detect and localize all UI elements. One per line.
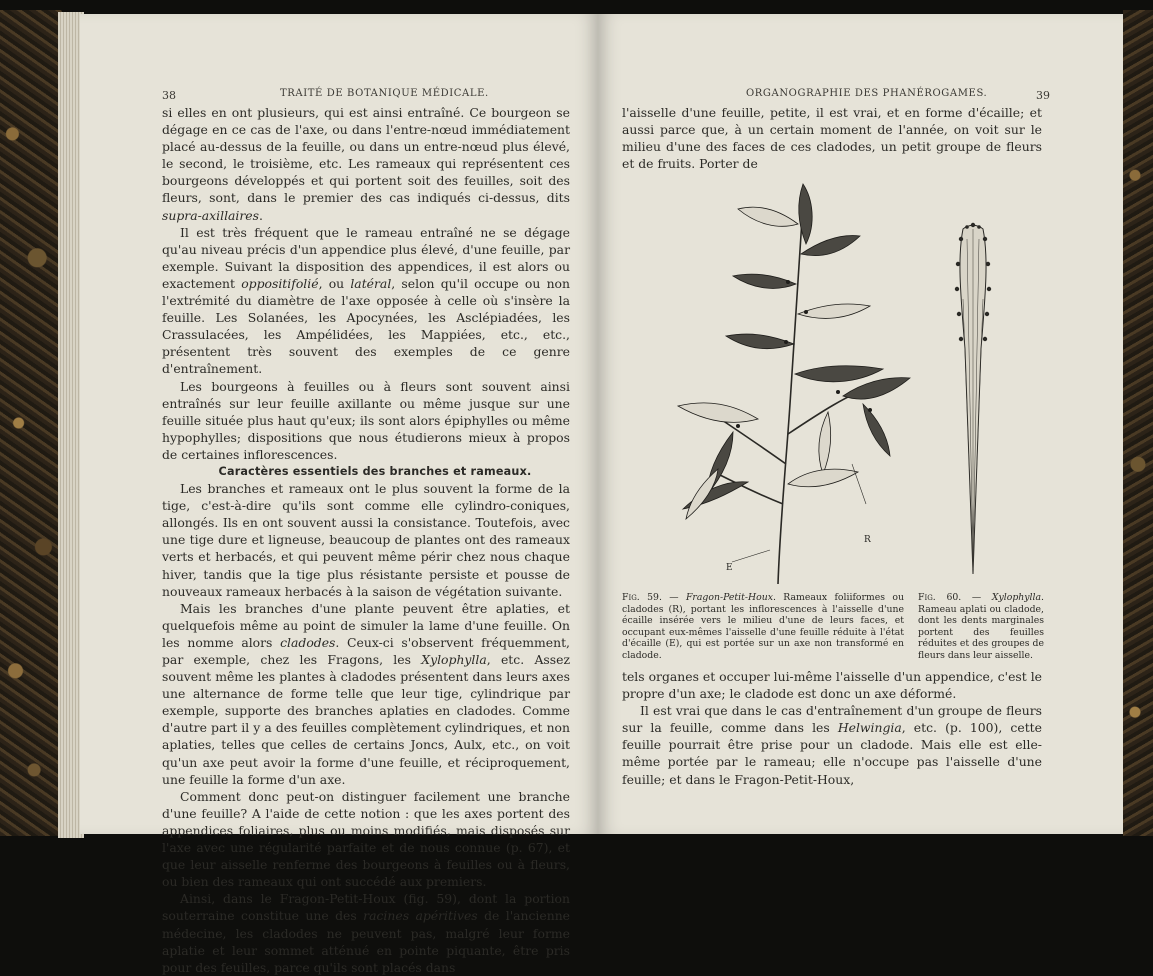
paragraph: Il est très fréquent que le rameau entraîné ne se dégage qu'au niveau précis d'un appendice plus élevé, d'une feuille, par exemple. Suivant la disposition des appendices, il est alors ou exactement oppositifolié, ou latéral, selon qu'il occupe ou non l'extrémité du diamètre de l'axe opposée à celle où s'insère la feuille. Les Solanées, les Apocynées, les Asclépiadées, les Crassulacées, les Ampélidées, les Mappiées, etc., etc., présentent très souvent des exemples de ce genre d'entraînement. xyxy=(162,224,570,377)
page-number-right: 39 xyxy=(1036,89,1050,102)
figure-59-illustration xyxy=(638,164,928,584)
paragraph: Les bourgeons à feuilles ou à fleurs sont souvent ainsi entraînés sur leur feuille axillante ou même jusque sur une feuille située plus haut qu'eux; ils sont alors épiphylles ou même hypophylles; dispositions que nous étudierons mieux à propos de certaines inflorescences. xyxy=(162,378,570,462)
running-head-right: ORGANOGRAPHIE DES PHANÉROGAMES. xyxy=(746,88,988,99)
paragraph: tels organes et occuper lui-même l'aisselle d'un appendice, c'est le propre d'un axe; le cladode est donc un axe déformé. xyxy=(622,669,1042,702)
figure-59-marker-e: E xyxy=(726,563,733,573)
figure-60-illustration xyxy=(943,219,1003,579)
left-page xyxy=(80,14,598,975)
paragraph: Ainsi, dans le Fragon-Petit-Houx (fig. 59), dont la portion souterraine constitue une des racines apéritives de l'ancienne médecine, les cladodes ne peuvent pas, malgré leur forme aplatie et leur sommet atténué en pointe piquante, être pris pour des feuilles, parce qu'ils sont placés dans xyxy=(162,891,571,975)
page-number-left: 38 xyxy=(162,89,176,102)
right-text-bottom xyxy=(622,668,1042,788)
paragraph: si elles en ont plusieurs, qui est ainsi entraîné. Ce bourgeon se dégage en ce cas de l'axe, ou dans l'entre-nœud immédiatement placé au-dessus de la feuille, ou dans un entre-nœud plus élevé, le second, le troisième, etc. Les rameaux qui représentent ces bourgeons développés et qui portent soit des feuilles, soit des fleurs, sont, dans le premier des cas indiqués ci-dessus, dits supra-axillaires. xyxy=(162,105,570,223)
paragraph: Les branches et rameaux ont le plus souvent la forme de la tige, c'est-à-dire qu'ils sont comme elle cylindro-coniques, allongés. Ils en ont souvent aussi la consistance. Toutefois, avec une tige dure et ligneuse, beaucoup de plantes ont des rameaux verts et herbacés, et qui peuvent même périr chez nous chaque hiver, tandis que la tige plus résistante persiste et pousse de nouveaux rameaux herbacés à la saison de végétation suivante. xyxy=(162,481,570,599)
figure-60-caption: Fig. 60. — Xylophylla. Rameau aplati ou cladode, dont les dents marginales portent des feuilles réduites et des groupes de fleurs dans leur aisselle. xyxy=(918,592,1044,661)
running-head-left: TRAITÉ DE BOTANIQUE MÉDICALE. xyxy=(280,88,489,99)
figure-59-caption: Fig. 59. — Fragon-Petit-Houx. Rameaux foliiformes ou cladodes (R), portant les inflorescences à l'aisselle d'une écaille insérée vers le milieu d'une de leurs faces, et occupant eux-mêmes l'aisselle d'une feuille réduite à l'état d'écaille (E), qui est portée sur un axe non transformé en cladode. xyxy=(622,592,904,661)
figure-59-marker-r: R xyxy=(864,535,871,545)
book-cover-right xyxy=(1123,10,1153,836)
section-heading: Caractères essentiels des branches et rameaux. xyxy=(218,464,532,478)
book-cover-left xyxy=(0,10,62,836)
paragraph: Mais les branches d'une plante peuvent être aplaties, et quelquefois même au point de simuler la lame d'une feuille. On les nomme alors cladodes. Ceux-ci s'observent fréquemment, par exemple, chez les Fragons, les Xylophylla, etc. Assez souvent même les plantes à cladodes présentent dans leurs axes une alternance de forme telle que leur tige, cylindrique par exemple, supporte des branches aplaties en cladodes. Comme d'autre part il y a des feuilles complètement cylindriques, et non aplaties, telles que celles de certains Joncs, Aulx, etc., on voit qu'un axe peut avoir la forme d'une feuille, et réciproquement, une feuille la forme d'un axe. xyxy=(162,600,570,787)
right-text-top xyxy=(622,104,1042,172)
paragraph: Comment donc peut-on distinguer facilement une branche d'une feuille? A l'aide de cette notion : que les axes portent des appendices foliaires, plus ou moins modifiés, mais disposés sur l'axe avec une régularité parfaite et de nous connue (p. 67), et que leur aisselle renferme des bourgeons à feuilles ou à fleurs, ou bien des rameaux qui ont succédé aux premiers. xyxy=(162,788,570,890)
paragraph: l'aisselle d'une feuille, petite, il est vrai, et en forme d'écaille; et aussi parce que, à un certain moment de l'année, on voit sur le milieu d'une des faces de ces cladodes, un petit groupe de fleurs et de fruits. Porter de xyxy=(622,105,1042,172)
right-page xyxy=(598,14,1123,834)
left-text-body xyxy=(162,104,570,976)
paragraph: Il est vrai que dans le cas d'entraînement d'un groupe de fleurs sur la feuille, comme dans les Helwingia, etc. (p. 100), cette feuille pourrait être prise pour un cladode. Mais elle est elle-même portée par le rameau; elle n'occupe pas l'aisselle d'une feuille; et dans le Fragon-Petit-Houx, xyxy=(622,703,1042,787)
